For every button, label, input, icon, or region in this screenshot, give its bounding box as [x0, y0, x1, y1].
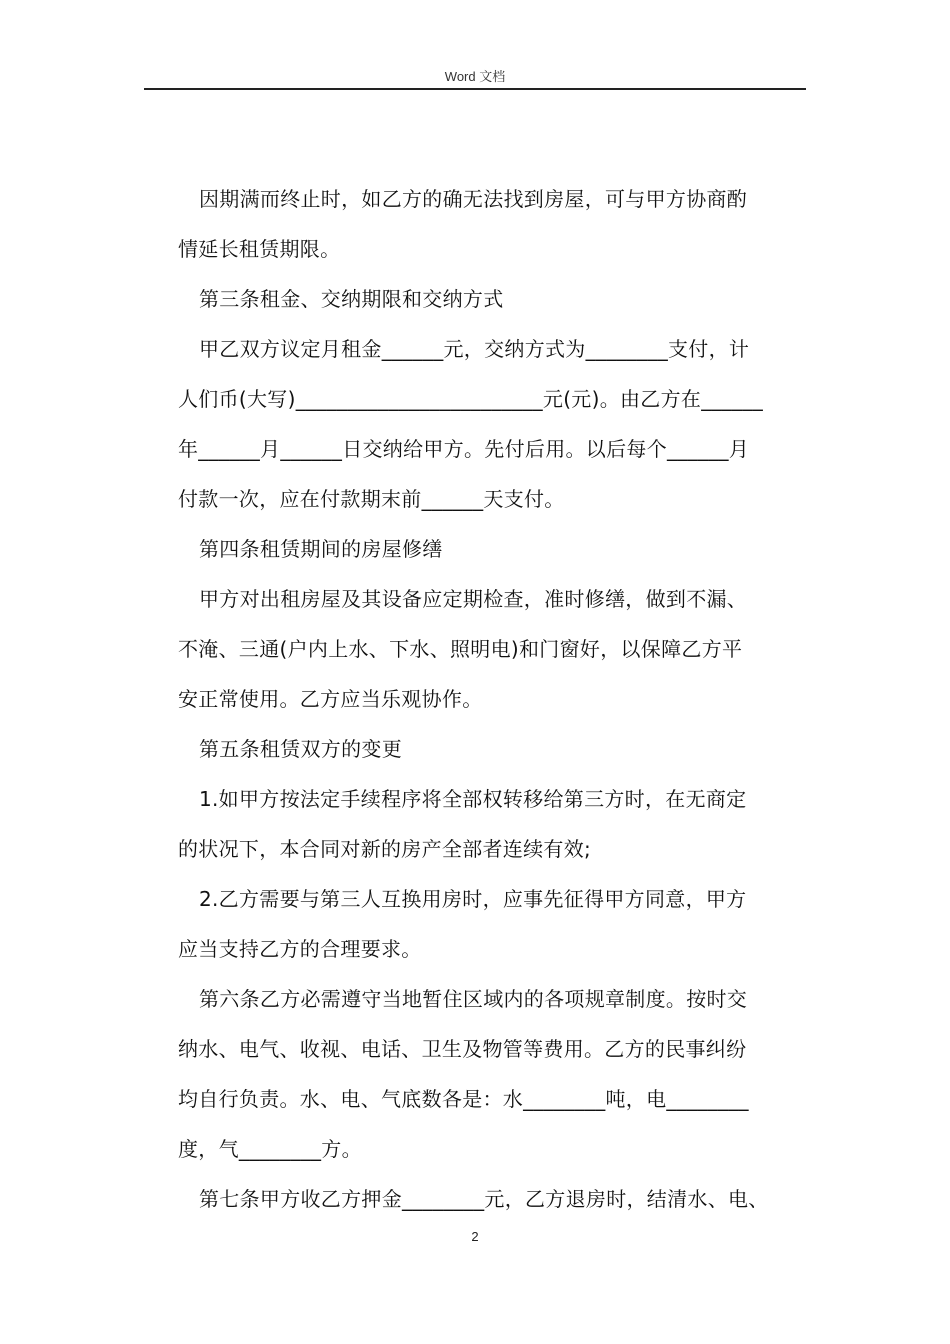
text-line: 安正常使用。乙方应当乐观协作。	[178, 687, 483, 711]
text-line: 2.乙方需要与第三人互换用房时，应事先征得甲方同意，甲方	[199, 887, 747, 911]
document-body	[178, 176, 810, 1226]
text-line: 付款一次，应在付款期末前______天支付。	[178, 487, 565, 511]
text-line: 应当支持乙方的合理要求。	[178, 937, 422, 961]
text-line: 人们币(大写)________________________元(元)。由乙方在______	[178, 387, 764, 411]
text-line: 因期满而终止时，如乙方的确无法找到房屋，可与甲方协商酌	[199, 187, 748, 211]
header-divider	[144, 88, 806, 90]
text-line: 均自行负责。水、电、气底数各是：水________吨，电________	[178, 1087, 749, 1111]
text-line: 第六条乙方必需遵守当地暂住区域内的各项规章制度。按时交	[199, 987, 748, 1011]
page-header-title: Word 文档	[444, 69, 506, 84]
text-line: 的状况下，本合同对新的房产全部者连续有效;	[178, 837, 592, 861]
section-heading: 第三条租金、交纳期限和交纳方式	[199, 287, 504, 311]
page-number: 2	[471, 1229, 479, 1244]
section-heading: 第四条租赁期间的房屋修缮	[199, 537, 443, 561]
text-line: 不淹、三通(户内上水、下水、照明电)和门窗好，以保障乙方平	[178, 637, 743, 661]
text-line: 情延长租赁期限。	[178, 237, 341, 261]
text-line: 度，气________方。	[178, 1137, 362, 1161]
text-line: 年______月______日交纳给甲方。先付后用。以后每个______月	[178, 437, 750, 461]
text-line: 甲方对出租房屋及其设备应定期检查，准时修缮，做到不漏、	[199, 587, 748, 611]
text-line: 1.如甲方按法定手续程序将全部权转移给第三方时，在无商定	[199, 787, 747, 811]
text-line: 甲乙双方议定月租金______元，交纳方式为________支付，计	[199, 337, 750, 361]
section-heading: 第五条租赁双方的变更	[199, 737, 402, 761]
text-line: 第七条甲方收乙方押金________元，乙方退房时，结清水、电、	[199, 1187, 769, 1211]
text-line: 纳水、电气、收视、电话、卫生及物管等费用。乙方的民事纠纷	[178, 1037, 747, 1061]
